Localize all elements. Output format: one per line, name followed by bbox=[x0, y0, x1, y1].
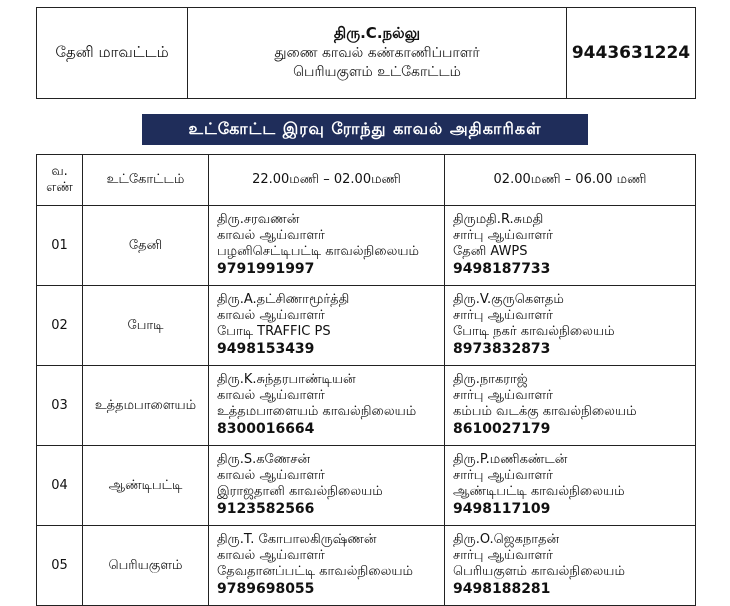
officer-name: திரு.V.குருகௌதம் bbox=[453, 292, 564, 307]
officer-cell-shift2 bbox=[445, 286, 696, 366]
officer-name: திரு.சரவணன் bbox=[217, 212, 300, 227]
officer-phone: 9791991997 bbox=[217, 261, 315, 277]
row-number: 04 bbox=[37, 446, 83, 526]
officer-rank: சார்பு ஆய்வாளர் bbox=[453, 468, 553, 483]
patrol-officers-table bbox=[36, 154, 696, 606]
officer-cell-shift2 bbox=[445, 526, 696, 606]
col-header-shift2: 02.00மணி – 06.00 மணி bbox=[445, 155, 696, 206]
officer-phone: 9498188281 bbox=[453, 581, 551, 597]
officer-phone: 9498117109 bbox=[453, 501, 551, 517]
officer-rank: காவல் ஆய்வாளர் bbox=[217, 228, 325, 243]
officer-station: போடி நகர் காவல்நிலையம் bbox=[453, 324, 615, 339]
officer-cell-shift1 bbox=[209, 526, 445, 606]
officer-station: பழனிசெட்டிபட்டி காவல்நிலையம் bbox=[217, 244, 420, 259]
officer-rank: சார்பு ஆய்வாளர் bbox=[453, 308, 553, 323]
officer-cell-shift1 bbox=[209, 286, 445, 366]
officer-station: உத்தமபாளையம் காவல்நிலையம் bbox=[217, 404, 417, 419]
officer-station: தேவதானப்பட்டி காவல்நிலையம் bbox=[217, 564, 413, 579]
table-header-row bbox=[37, 155, 696, 206]
officer-block bbox=[188, 8, 567, 99]
officer-cell-shift1 bbox=[209, 366, 445, 446]
officer-station: கம்பம் வடக்கு காவல்நிலையம் bbox=[453, 404, 637, 419]
header-table bbox=[36, 7, 696, 99]
officer-name: திரு.C.நல்லு bbox=[333, 24, 421, 42]
officer-phone: 9498187733 bbox=[453, 261, 551, 277]
section-banner: உட்கோட்ட இரவு ரோந்து காவல் அதிகாரிகள் bbox=[142, 114, 588, 145]
officer-name: திரு.T. கோபாலகிருஷ்ணன் bbox=[217, 532, 377, 547]
row-number: 03 bbox=[37, 366, 83, 446]
officer-designation: துணை காவல் கண்காணிப்பாளர் bbox=[274, 45, 480, 61]
officer-station: தேனி AWPS bbox=[453, 244, 528, 259]
officer-station: இராஜதானி காவல்நிலையம் bbox=[217, 484, 383, 499]
officer-rank: காவல் ஆய்வாளர் bbox=[217, 308, 325, 323]
table-row bbox=[37, 286, 696, 366]
officer-cell-shift2 bbox=[445, 366, 696, 446]
officer-cell-shift1 bbox=[209, 206, 445, 286]
officer-rank: காவல் ஆய்வாளர் bbox=[217, 468, 325, 483]
officer-rank: சார்பு ஆய்வாளர் bbox=[453, 388, 553, 403]
officer-station: ஆண்டிபட்டி காவல்நிலையம் bbox=[453, 484, 625, 499]
officer-cell-shift1 bbox=[209, 446, 445, 526]
table-row bbox=[37, 446, 696, 526]
officer-rank: காவல் ஆய்வாளர் bbox=[217, 548, 325, 563]
officer-name: திரு.O.ஜெகநாதன் bbox=[453, 532, 560, 547]
officer-phone: 9123582566 bbox=[217, 501, 315, 517]
table-row bbox=[37, 366, 696, 446]
officer-phone: 9443631224 bbox=[567, 8, 696, 99]
row-number: 01 bbox=[37, 206, 83, 286]
district-name: தேனி மாவட்டம் bbox=[37, 8, 188, 99]
officer-cell-shift2 bbox=[445, 206, 696, 286]
officer-station: போடி TRAFFIC PS bbox=[217, 324, 331, 339]
table-row bbox=[37, 526, 696, 606]
officer-name: திரு.P.மணிகண்டன் bbox=[453, 452, 568, 467]
officer-phone: 9789698055 bbox=[217, 581, 315, 597]
table-row bbox=[37, 206, 696, 286]
officer-phone: 9498153439 bbox=[217, 341, 315, 357]
officer-station: பெரியகுளம் காவல்நிலையம் bbox=[453, 564, 625, 579]
officer-rank: காவல் ஆய்வாளர் bbox=[217, 388, 325, 403]
row-subdivision: தேனி bbox=[83, 206, 209, 286]
col-header-subdivision: உட்கோட்டம் bbox=[83, 155, 209, 206]
officer-phone: 8610027179 bbox=[453, 421, 551, 437]
officer-rank: சார்பு ஆய்வாளர் bbox=[453, 228, 553, 243]
officer-name: திரு.நாகராஜ் bbox=[453, 372, 528, 387]
officer-name: திரு.A.தட்சிணாமூர்த்தி bbox=[217, 292, 350, 307]
officer-name: திரு.K.சுந்தரபாண்டியன் bbox=[217, 372, 356, 387]
officer-name: திரு.S.கணேசன் bbox=[217, 452, 311, 467]
officer-rank: சார்பு ஆய்வாளர் bbox=[453, 548, 553, 563]
table-body bbox=[37, 206, 696, 606]
col-header-shift1: 22.00மணி – 02.00மணி bbox=[209, 155, 445, 206]
row-subdivision: பெரியகுளம் bbox=[83, 526, 209, 606]
officer-name: திருமதி.R.சுமதி bbox=[453, 212, 544, 227]
officer-phone: 8300016664 bbox=[217, 421, 315, 437]
officer-division: பெரியகுளம் உட்கோட்டம் bbox=[293, 64, 461, 80]
row-number: 05 bbox=[37, 526, 83, 606]
row-subdivision: ஆண்டிபட்டி bbox=[83, 446, 209, 526]
officer-cell-shift2 bbox=[445, 446, 696, 526]
col-header-sno: வ. எண் bbox=[37, 155, 83, 206]
row-subdivision: உத்தமபாளையம் bbox=[83, 366, 209, 446]
row-number: 02 bbox=[37, 286, 83, 366]
row-subdivision: போடி bbox=[83, 286, 209, 366]
officer-phone: 8973832873 bbox=[453, 341, 551, 357]
